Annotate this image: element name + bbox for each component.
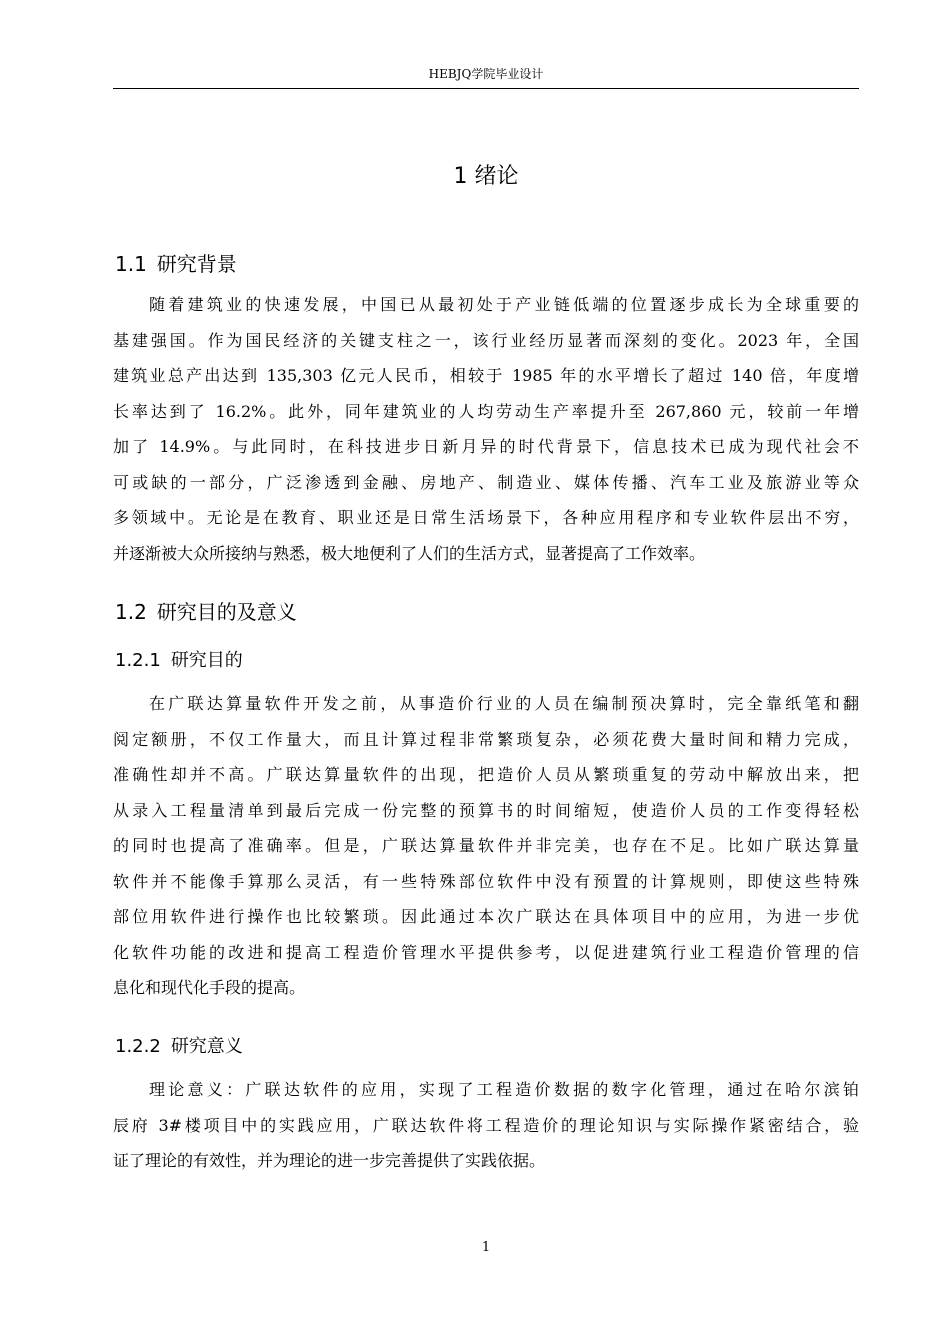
header-divider xyxy=(113,88,859,89)
paragraph-line: 的同时也提高了准确率。但是，广联达算量软件并非完美，也存在不足。比如广联达算量 xyxy=(113,836,859,855)
paragraph-line: 加了 14.9%。与此同时，在科技进步日新月异的时代背景下，信息技术已成为现代社会不 xyxy=(113,437,859,456)
section-number: 1.1 xyxy=(115,252,147,276)
paragraph-line: 并逐渐被大众所接纳与熟悉，极大地便利了人们的生活方式，显著提高了工作效率。 xyxy=(113,543,706,563)
paragraph-line: 辰府 3#楼项目中的实践应用，广联达软件将工程造价的理论知识与实际操作紧密结合，验 xyxy=(113,1115,859,1135)
section-title: 研究目的 xyxy=(170,650,243,671)
section-number: 1.2 xyxy=(115,600,147,624)
paragraph-line: 可或缺的一部分，广泛渗透到金融、房地产、制造业、媒体传播、汽车工业及旅游业等众 xyxy=(113,472,859,492)
paragraph-line: 建筑业总产出达到 135,303 亿元人民币，相较于 1985 年的水平增长了超过 140 倍，年度增 xyxy=(113,366,859,385)
paragraph-line: 准确性却并不高。广联达算量软件的出现，把造价人员从繁琐重复的劳动中解放出来，把 xyxy=(113,765,859,784)
paragraph-research-background xyxy=(113,287,859,571)
section-title: 研究意义 xyxy=(170,1036,243,1057)
paragraph-line: 软件并不能像手算那么灵活，有一些特殊部位软件中没有预置的计算规则，即使这些特殊 xyxy=(113,871,859,891)
paragraph-line: 证了理论的有效性，并为理论的进一步完善提供了实践依据。 xyxy=(113,1151,546,1170)
paragraph-line: 从录入工程量清单到最后完成一份完整的预算书的时间缩短，使造价人员的工作变得轻松 xyxy=(113,800,859,820)
section-heading-1-1 xyxy=(115,249,237,279)
paragraph-line: 息化和现代化手段的提高。 xyxy=(113,978,306,997)
section-heading-1-2 xyxy=(115,597,297,627)
page-number: 1 xyxy=(481,1240,491,1255)
paragraph-line: 多领域中。无论是在教育、职业还是日常生活场景下，各种应用程序和专业软件层出不穷， xyxy=(113,508,859,527)
paragraph-research-purpose xyxy=(113,686,859,1006)
paragraph-line: 基建强国。作为国民经济的关键支柱之一，该行业经历显著而深刻的变化。2023 年，全国 xyxy=(113,330,859,350)
paragraph-line: 部位用软件进行操作也比较繁琐。因此通过本次广联达在具体项目中的应用，为进一步优 xyxy=(113,907,859,926)
section-title: 研究目的及意义 xyxy=(156,600,297,624)
paragraph-line: 长率达到了 16.2%。此外，同年建筑业的人均劳动生产率提升至 267,860 元，较前一年增 xyxy=(113,401,859,421)
paragraph-research-significance xyxy=(113,1072,859,1179)
paragraph-line: 随着建筑业的快速发展，中国已从最初处于产业链低端的位置逐步成长为全球重要的 xyxy=(149,295,859,314)
section-number: 1.2.1 xyxy=(115,650,161,671)
paragraph-line: 在广联达算量软件开发之前，从事造价行业的人员在编制预决算时，完全靠纸笔和翻 xyxy=(149,694,859,713)
paragraph-line: 化软件功能的改进和提高工程造价管理水平提供参考，以促进建筑行业工程造价管理的信 xyxy=(113,942,859,962)
section-number: 1.2.2 xyxy=(115,1036,161,1057)
paragraph-line: 理论意义：广联达软件的应用，实现了工程造价数据的数字化管理，通过在哈尔滨铂 xyxy=(149,1080,859,1099)
section-title: 研究背景 xyxy=(156,252,237,276)
section-heading-1-2-1 xyxy=(115,647,243,675)
page-header: HEBJQ学院毕业设计 xyxy=(428,67,544,81)
chapter-title: 1 绪论 xyxy=(453,164,519,189)
paragraph-line: 阅定额册，不仅工作量大，而且计算过程非常繁琐复杂，必须花费大量时间和精力完成， xyxy=(113,729,859,749)
section-heading-1-2-2 xyxy=(115,1033,243,1061)
